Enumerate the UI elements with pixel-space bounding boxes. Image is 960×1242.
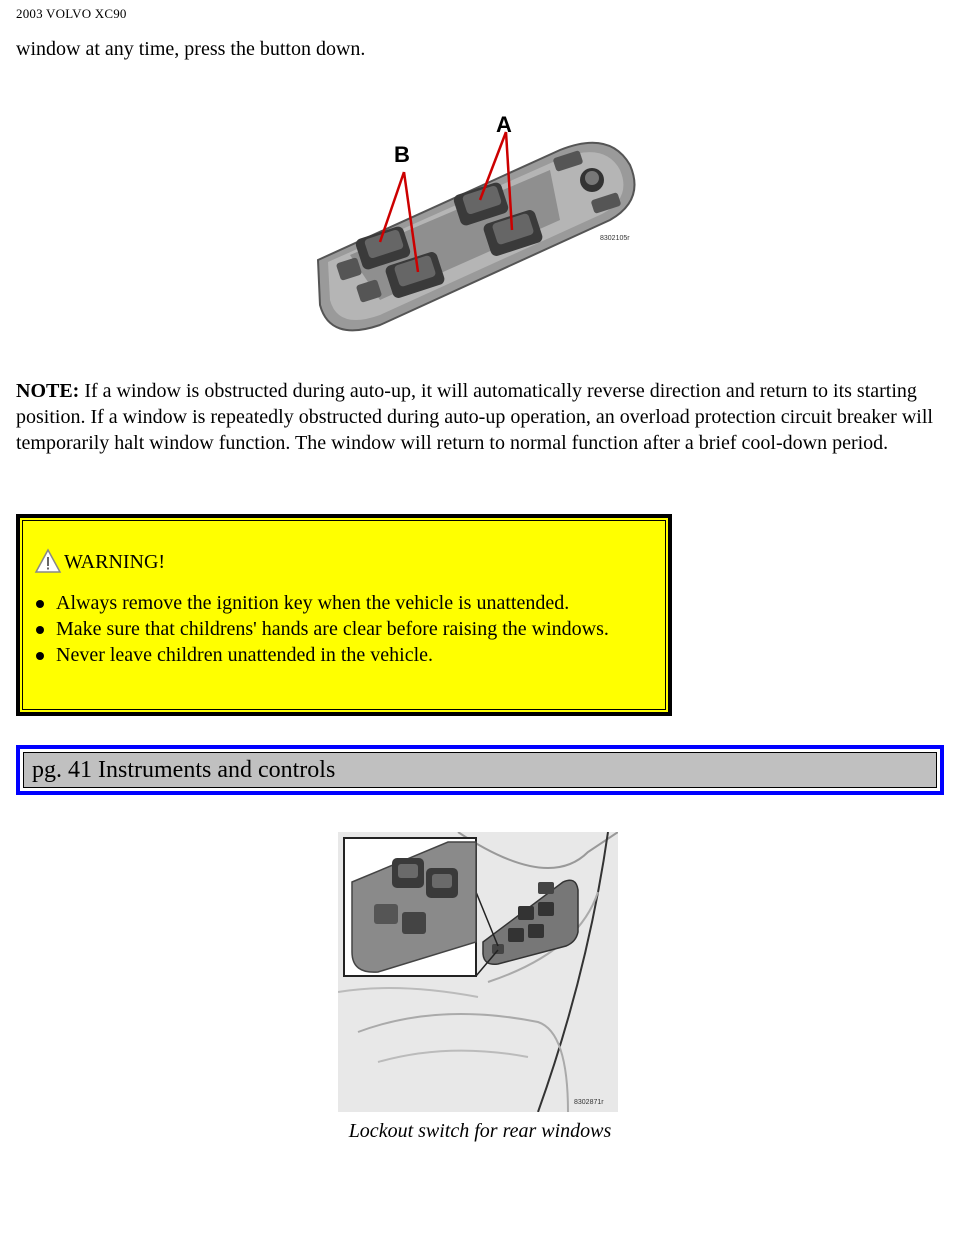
figure1-code: 8302105r	[600, 235, 630, 242]
warning-item: Always remove the ignition key when the vehicle is unattended.	[34, 590, 654, 616]
warning-triangle-icon	[34, 548, 62, 574]
warning-list	[34, 590, 654, 668]
note-label: NOTE:	[16, 380, 80, 402]
warning-item: Never leave children unattended in the vehicle.	[34, 642, 654, 668]
intro-text: window at any time, press the button down.	[16, 38, 366, 60]
bullet-icon	[36, 600, 44, 608]
section-header	[16, 745, 944, 795]
bullet-icon	[36, 626, 44, 634]
document-header: 2003 VOLVO XC90	[16, 6, 127, 21]
note-paragraph	[16, 378, 946, 456]
figure2-code: 8302871r	[574, 1099, 604, 1106]
window-switch-figure	[310, 110, 650, 350]
label-b: B	[394, 142, 410, 167]
label-a: A	[496, 112, 512, 137]
warning-box	[16, 514, 672, 716]
warning-item: Make sure that childrens' hands are clear before raising the windows.	[34, 616, 654, 642]
lockout-switch-figure	[338, 832, 618, 1112]
section-title: pg. 41 Instruments and controls	[23, 752, 937, 788]
warning-title: WARNING!	[64, 551, 166, 573]
note-text: If a window is obstructed during auto-up, it will automatically reverse direction and return to its starting position. If a window is repeatedly obstructed during auto-up operation, an overload protection circuit breaker will temporarily halt window function. The window will return to normal function after a brief cool-down period.	[16, 380, 933, 454]
lockout-switch-icon	[402, 912, 426, 934]
figure-caption: Lockout switch for rear windows	[348, 1120, 612, 1142]
bullet-icon	[36, 652, 44, 660]
